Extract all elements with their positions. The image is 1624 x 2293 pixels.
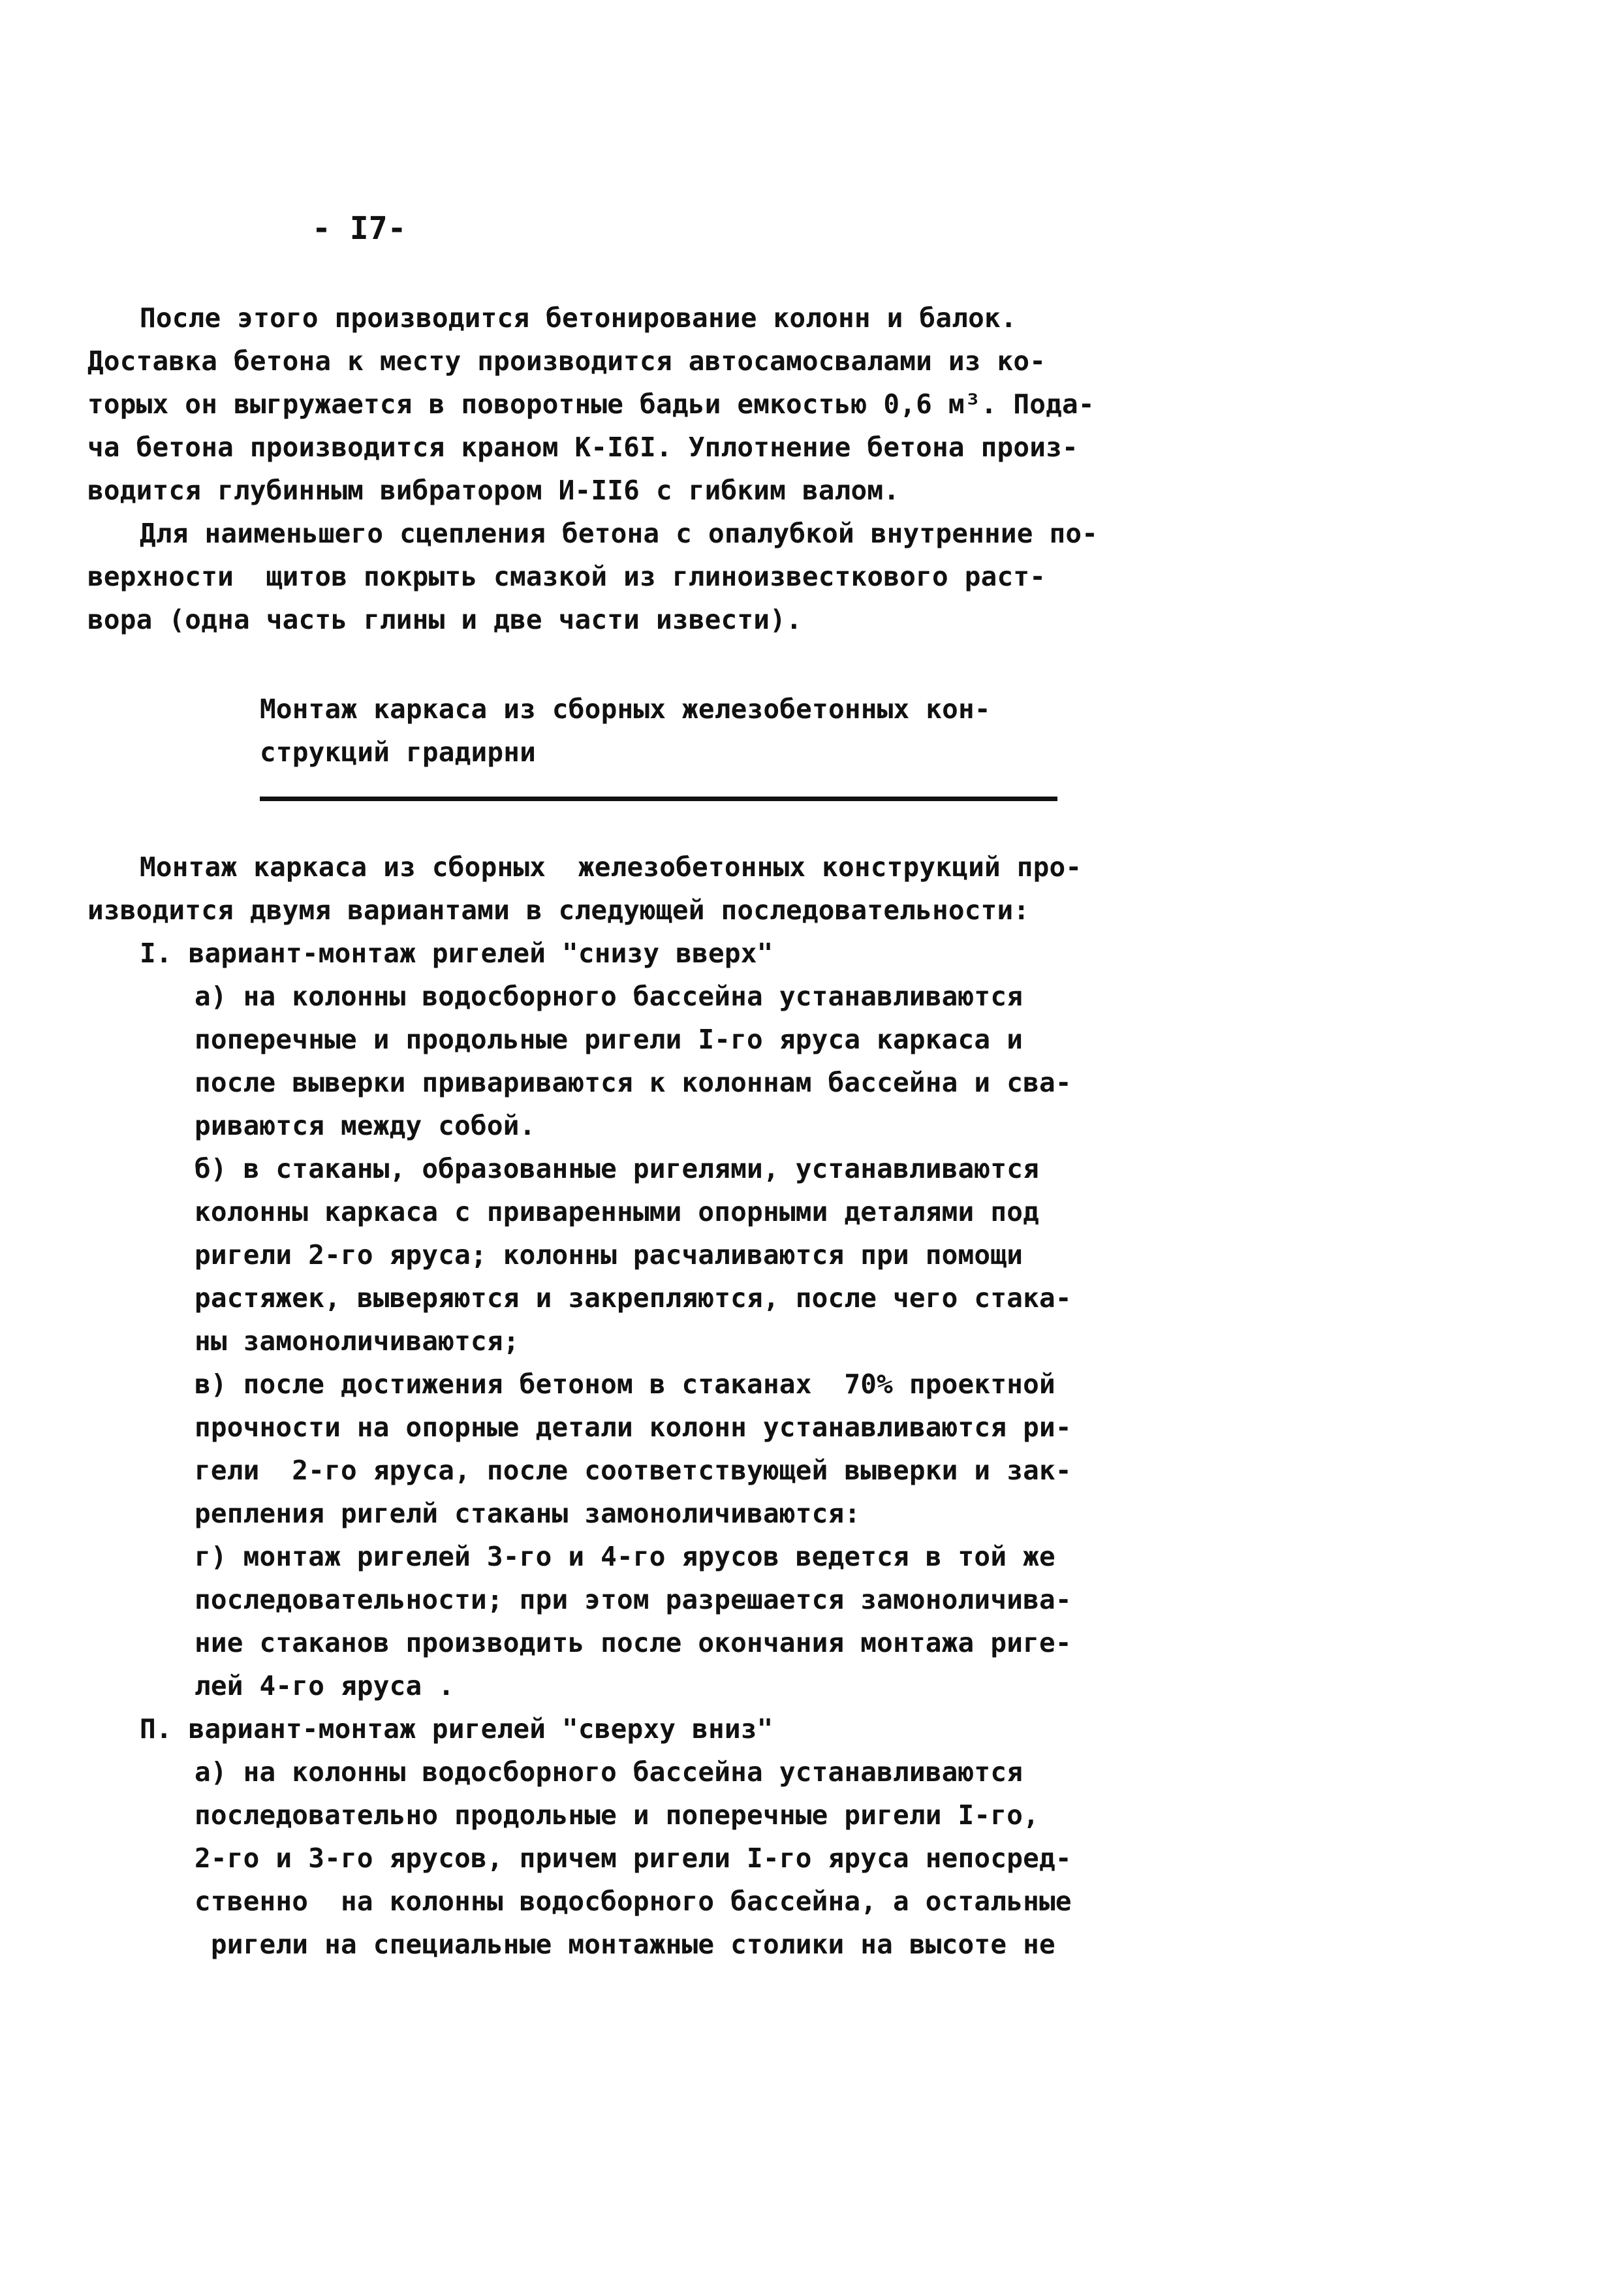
variant1-item-line: прочности на опорные детали колонн устанавливаются ри-: [195, 1412, 1072, 1443]
para1-line: ча бетона производится краном К-I6I. Уплотнение бетона произ-: [87, 432, 1078, 463]
variant1-item-line: а) на колонны водосборного бассейна устанавливаются: [195, 981, 1023, 1012]
variant1-item-line: б) в стаканы, образованные ригелями, устанавливаются: [195, 1153, 1039, 1184]
variant1-item-line: после выверки привариваются к колоннам бассейна и сва-: [195, 1067, 1072, 1098]
heading-underline: [260, 797, 1057, 801]
variant1-item-line: репления ригелй стаканы замоноличиваются:: [195, 1498, 861, 1529]
variant1-item-line: риваются между собой.: [195, 1110, 536, 1141]
variant1-item-line: гели 2-го яруса, после соответствующей выверки и зак-: [195, 1455, 1072, 1486]
page-number: - I7-: [312, 210, 407, 247]
variant1-item-line: поперечные и продольные ригели I-го яруса каркаса и: [195, 1024, 1023, 1055]
variant1-item-line: колонны каркаса с приваренными опорными деталями под: [195, 1196, 1039, 1227]
variant2-title: П. вариант-монтаж ригелей "сверху вниз": [140, 1713, 773, 1745]
para2-line: Для наименьшего сцепления бетона с опалубкой внутренние по-: [140, 518, 1099, 549]
variant2-item-line: ригели на специальные монтажные столики на высоте не: [195, 1929, 1055, 1960]
para2-line: верхности щитов покрыть смазкой из глиноизвесткового раст-: [87, 561, 1046, 592]
variant1-item-line: ригели 2-го яруса; колонны расчаливаются при помощи: [195, 1239, 1023, 1271]
para1-line: водится глубинным вибратором И-II6 с гибким валом.: [87, 475, 900, 506]
variant1-item-line: последовательности; при этом разрешается замоноличива-: [195, 1584, 1072, 1615]
para3-line: Монтаж каркаса из сборных железобетонных конструкций про-: [140, 851, 1082, 883]
variant1-item-line: ны замоноличиваются;: [195, 1325, 520, 1357]
para2-line: вора (одна часть глины и две части извести).: [87, 604, 802, 635]
variant2-item-line: ственно на колонны водосборного бассейна, а остальные: [195, 1886, 1072, 1917]
variant1-item-line: в) после достижения бетоном в стаканах 70% проектной: [195, 1368, 1055, 1400]
variant2-item-line: 2-го и 3-го ярусов, причем ригели I-го яруса непосред-: [195, 1842, 1072, 1874]
variant2-item-line: последовательно продольные и поперечные ригели I-го,: [195, 1799, 1039, 1831]
para1-line: После этого производится бетонирование колонн и балок.: [140, 302, 1017, 334]
para3-line: изводится двумя вариантами в следующей последовательности:: [87, 894, 1030, 926]
section-heading-line: струкций градирни: [260, 736, 537, 768]
variant1-item-line: ние стаканов производить после окончания монтажа риге-: [195, 1627, 1072, 1658]
para1-line: торых он выгружается в поворотные бадьи емкостью 0,6 м³. Пода-: [87, 388, 1095, 420]
para1-line: Доставка бетона к месту производится автосамосвалами из ко-: [87, 345, 1046, 377]
section-heading-line: Монтаж каркаса из сборных железобетонных кон-: [260, 693, 991, 725]
variant1-title: I. вариант-монтаж ригелей "снизу вверх": [140, 938, 773, 969]
variant1-item-line: г) монтаж ригелей 3-го и 4-го ярусов ведется в той же: [195, 1541, 1055, 1572]
variant2-item-line: а) на колонны водосборного бассейна устанавливаются: [195, 1756, 1023, 1788]
variant1-item-line: лей 4-го яруса .: [195, 1670, 455, 1701]
variant1-item-line: растяжек, выверяются и закрепляются, после чего стака-: [195, 1282, 1072, 1314]
